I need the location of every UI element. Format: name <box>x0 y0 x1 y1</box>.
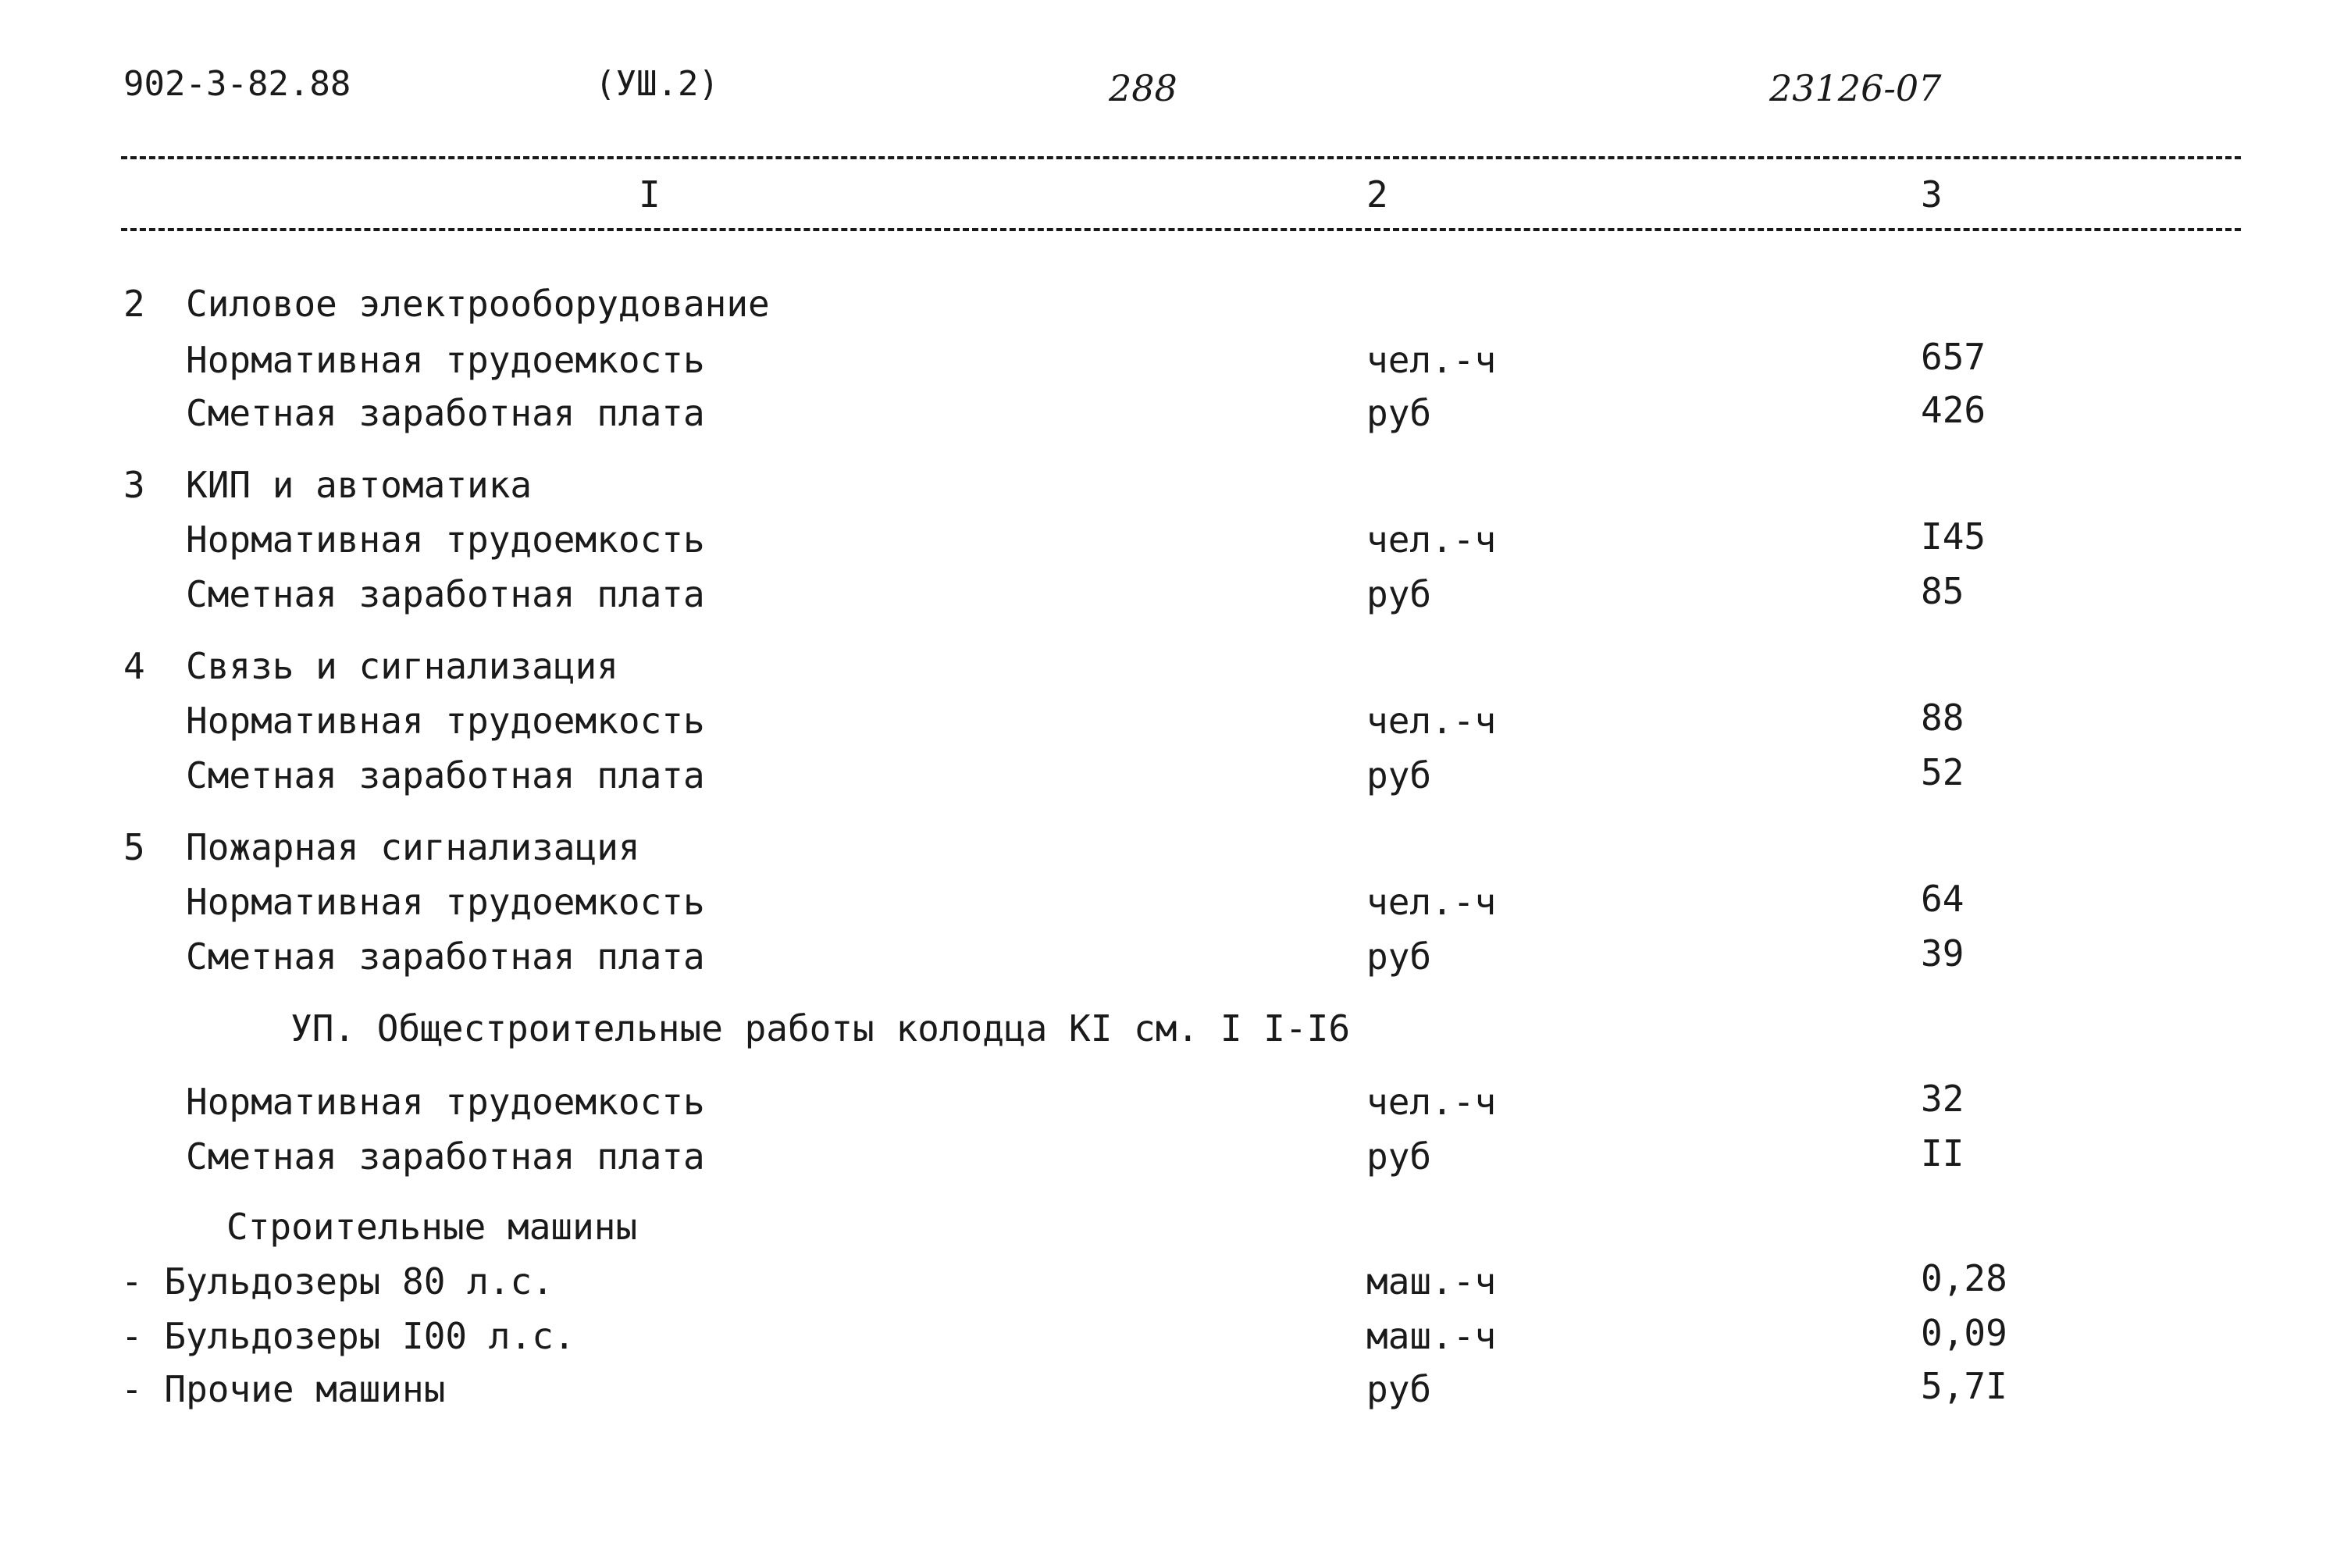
row-value: 657 <box>1921 336 1986 378</box>
row-value: I45 <box>1921 515 1986 558</box>
machine-label: - Бульдозеры I00 л.с. <box>121 1315 575 1357</box>
row-label: Нормативная трудоемкость <box>186 700 705 742</box>
row-value: 52 <box>1921 751 1965 793</box>
row-label: Сметная заработная плата <box>186 573 705 615</box>
row-label: Сметная заработная плата <box>186 935 705 978</box>
document-code: 902-3-82.88 <box>123 64 351 104</box>
reference-number: 23126-07 <box>1769 67 1942 109</box>
section-number: 5 <box>123 826 145 868</box>
column-header-2: 2 <box>1366 173 1388 216</box>
row-value: 64 <box>1921 878 1965 920</box>
row-unit: чел.-ч <box>1366 1081 1497 1123</box>
machine-value: 0,09 <box>1921 1312 2007 1354</box>
row-label: Нормативная трудоемкость <box>186 1081 705 1123</box>
row-unit: руб <box>1366 935 1432 978</box>
row-unit: чел.-ч <box>1366 339 1497 381</box>
column-header-3: 3 <box>1921 173 1943 216</box>
section-code: (УШ.2) <box>595 64 719 104</box>
row-unit: руб <box>1366 754 1432 796</box>
machine-label: - Бульдозеры 80 л.с. <box>121 1260 554 1303</box>
column-header-1: I <box>639 173 661 216</box>
section-title: Силовое электрооборудование <box>186 283 770 325</box>
row-unit: руб <box>1366 1135 1432 1178</box>
section-title: Пожарная сигнализация <box>186 826 640 868</box>
row-value: 39 <box>1921 932 1965 975</box>
row-unit: руб <box>1366 573 1432 615</box>
section-title: КИП и автоматика <box>186 464 533 506</box>
section-number: 2 <box>123 283 145 325</box>
machine-unit: маш.-ч <box>1366 1315 1497 1357</box>
row-unit: руб <box>1366 392 1432 434</box>
machines-title: Строительные машины <box>226 1206 638 1248</box>
machine-value: 5,7I <box>1921 1365 2007 1407</box>
row-value: 88 <box>1921 697 1965 739</box>
row-value: 32 <box>1921 1078 1965 1120</box>
section-number: 4 <box>123 645 145 687</box>
row-label: Нормативная трудоемкость <box>186 519 705 561</box>
row-label: Сметная заработная плата <box>186 754 705 796</box>
row-unit: чел.-ч <box>1366 519 1497 561</box>
header-top-rule <box>121 156 2241 159</box>
machine-value: 0,28 <box>1921 1257 2007 1299</box>
section-title: Связь и сигнализация <box>186 645 618 687</box>
row-unit: чел.-ч <box>1366 700 1497 742</box>
row-value: 426 <box>1921 389 1986 431</box>
page-number: 288 <box>1109 67 1177 109</box>
section-number: 3 <box>123 464 145 506</box>
row-value: 85 <box>1921 570 1965 612</box>
row-label: Сметная заработная плата <box>186 1135 705 1178</box>
row-value: II <box>1921 1132 1965 1174</box>
row-label: Нормативная трудоемкость <box>186 339 705 381</box>
header-bottom-rule <box>121 228 2241 231</box>
row-label: Нормативная трудоемкость <box>186 881 705 923</box>
subheading: УП. Общестроительные работы колодца КI см. I I-I6 <box>290 1007 1351 1049</box>
row-unit: чел.-ч <box>1366 881 1497 923</box>
machine-unit: маш.-ч <box>1366 1260 1497 1303</box>
row-label: Сметная заработная плата <box>186 392 705 434</box>
machine-unit: руб <box>1366 1368 1432 1410</box>
machine-label: - Прочие машины <box>121 1368 446 1410</box>
